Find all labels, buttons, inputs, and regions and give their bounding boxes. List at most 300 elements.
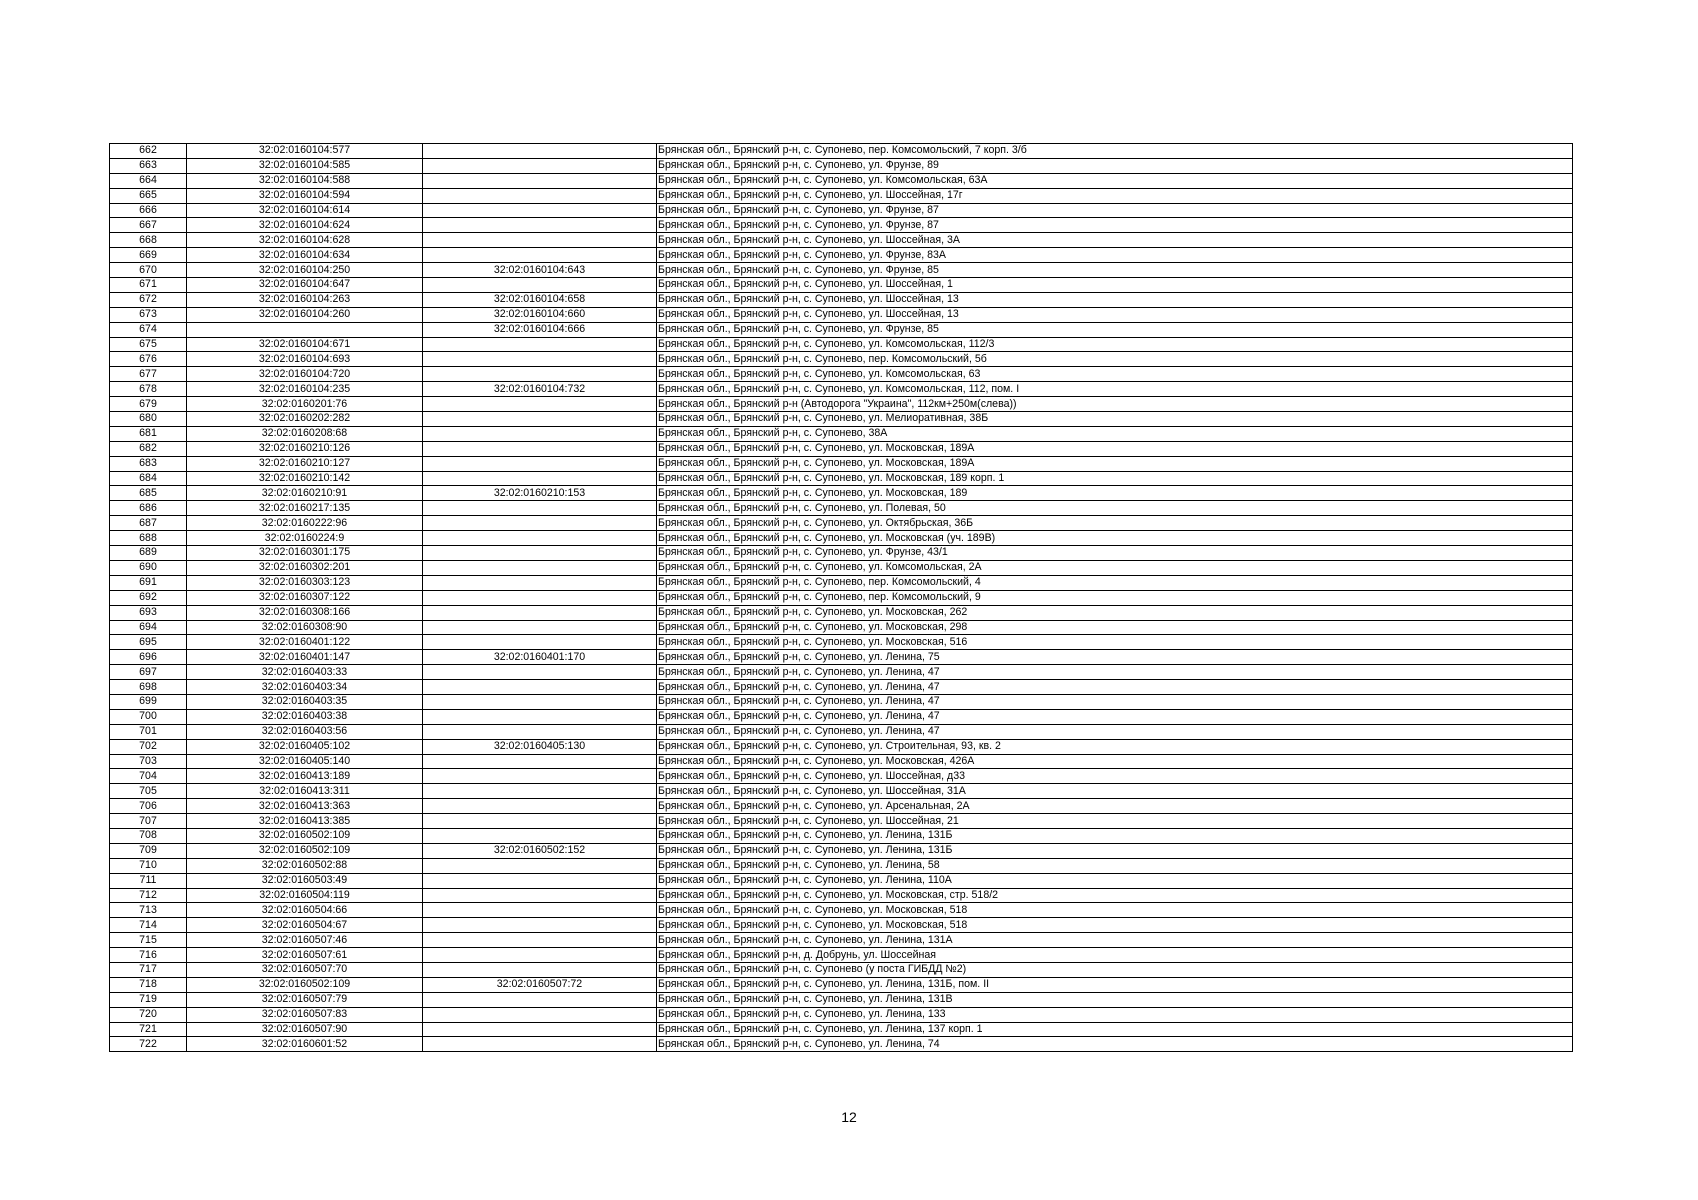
address-cell: Брянская обл., Брянский р-н, с. Супонево, ул. Комсомольская, 63А [657,173,1573,188]
table-row [110,873,1573,888]
row-number-cell: 667 [110,218,187,233]
address-cell: Брянская обл., Брянский р-н, с. Супонево, ул. Фрунзе, 87 [657,203,1573,218]
table-row [110,709,1573,724]
new-cadastral-number-cell [423,158,657,173]
row-number-cell: 721 [110,1022,187,1037]
row-number-cell: 688 [110,531,187,546]
table-row [110,754,1573,769]
new-cadastral-number-cell: 32:02:0160104:658 [423,292,657,307]
address-cell: Брянская обл., Брянский р-н, с. Супонево, ул. Московская, 426А [657,754,1573,769]
cadastral-number-cell: 32:02:0160210:126 [187,441,423,456]
address-cell: Брянская обл., Брянский р-н, д. Добрунь, ул. Шоссейная [657,948,1573,963]
address-cell: Брянская обл., Брянский р-н, с. Супонево, ул. Ленина, 47 [657,709,1573,724]
address-cell: Брянская обл., Брянский р-н, с. Супонево, ул. Ленина, 131Б [657,843,1573,858]
cadastral-number-cell: 32:02:0160502:109 [187,843,423,858]
table-row [110,352,1573,367]
row-number-cell: 669 [110,248,187,263]
new-cadastral-number-cell [423,441,657,456]
new-cadastral-number-cell [423,903,657,918]
new-cadastral-number-cell [423,933,657,948]
new-cadastral-number-cell [423,605,657,620]
address-cell: Брянская обл., Брянский р-н, с. Супонево, ул. Московская, 189 корп. 1 [657,471,1573,486]
address-cell: Брянская обл., Брянский р-н, с. Супонево, ул. Шоссейная, 13 [657,307,1573,322]
table-row [110,486,1573,501]
row-number-cell: 699 [110,694,187,709]
table-row [110,828,1573,843]
row-number-cell: 702 [110,739,187,754]
row-number-cell: 706 [110,799,187,814]
cadastral-number-cell: 32:02:0160403:38 [187,709,423,724]
table-row [110,962,1573,977]
table-row [110,367,1573,382]
table-row [110,188,1573,203]
address-cell: Брянская обл., Брянский р-н, с. Супонево, ул. Ленина, 47 [657,680,1573,695]
table-row [110,858,1573,873]
row-number-cell: 666 [110,203,187,218]
cadastral-number-cell: 32:02:0160104:235 [187,382,423,397]
cadastral-number-cell: 32:02:0160303:123 [187,575,423,590]
table-row [110,680,1573,695]
new-cadastral-number-cell [423,724,657,739]
table-row [110,977,1573,992]
new-cadastral-number-cell [423,397,657,412]
table-row [110,546,1573,561]
row-number-cell: 665 [110,188,187,203]
address-cell: Брянская обл., Брянский р-н, с. Супонево, ул. Московская, стр. 518/2 [657,888,1573,903]
row-number-cell: 664 [110,173,187,188]
cadastral-number-cell: 32:02:0160507:61 [187,948,423,963]
table-row [110,888,1573,903]
table-row [110,307,1573,322]
new-cadastral-number-cell [423,680,657,695]
new-cadastral-number-cell: 32:02:0160502:152 [423,843,657,858]
cadastral-number-cell: 32:02:0160502:109 [187,977,423,992]
row-number-cell: 703 [110,754,187,769]
address-cell: Брянская обл., Брянский р-н, с. Супонево, ул. Московская, 189А [657,456,1573,471]
row-number-cell: 675 [110,337,187,352]
cadastral-number-cell: 32:02:0160217:135 [187,501,423,516]
new-cadastral-number-cell [423,471,657,486]
new-cadastral-number-cell: 32:02:0160104:732 [423,382,657,397]
address-cell: Брянская обл., Брянский р-н, с. Супонево, ул. Комсомольская, 112, пом. I [657,382,1573,397]
table-row [110,814,1573,829]
cadastral-number-cell: 32:02:0160405:102 [187,739,423,754]
cadastral-number-cell: 32:02:0160504:66 [187,903,423,918]
row-number-cell: 676 [110,352,187,367]
table-row [110,218,1573,233]
cadastral-number-cell: 32:02:0160104:588 [187,173,423,188]
address-cell: Брянская обл., Брянский р-н, с. Супонево, пер. Комсомольский, 4 [657,575,1573,590]
cadastral-number-cell: 32:02:0160104:250 [187,263,423,278]
row-number-cell: 673 [110,307,187,322]
row-number-cell: 698 [110,680,187,695]
new-cadastral-number-cell [423,918,657,933]
new-cadastral-number-cell [423,858,657,873]
table-row [110,1037,1573,1052]
new-cadastral-number-cell [423,694,657,709]
cadastral-number-cell [187,322,423,337]
cadastral-number-cell: 32:02:0160403:35 [187,694,423,709]
page-number: 12 [841,1109,857,1125]
new-cadastral-number-cell [423,367,657,382]
row-number-cell: 684 [110,471,187,486]
table-row [110,992,1573,1007]
row-number-cell: 694 [110,620,187,635]
new-cadastral-number-cell [423,1022,657,1037]
new-cadastral-number-cell [423,188,657,203]
row-number-cell: 711 [110,873,187,888]
cadastral-number-cell: 32:02:0160104:628 [187,233,423,248]
cadastral-number-cell: 32:02:0160403:56 [187,724,423,739]
address-cell: Брянская обл., Брянский р-н, с. Супонево, ул. Ленина, 137 корп. 1 [657,1022,1573,1037]
cadastral-number-cell: 32:02:0160507:70 [187,962,423,977]
cadastral-number-cell: 32:02:0160601:52 [187,1037,423,1052]
cadastral-number-cell: 32:02:0160104:614 [187,203,423,218]
cadastral-number-cell: 32:02:0160104:634 [187,248,423,263]
row-number-cell: 716 [110,948,187,963]
cadastral-number-cell: 32:02:0160413:189 [187,769,423,784]
new-cadastral-number-cell [423,799,657,814]
cadastral-number-cell: 32:02:0160208:68 [187,426,423,441]
cadastral-number-cell: 32:02:0160413:385 [187,814,423,829]
table-row [110,799,1573,814]
cadastral-number-cell: 32:02:0160504:119 [187,888,423,903]
row-number-cell: 680 [110,412,187,427]
cadastral-number-cell: 32:02:0160301:175 [187,546,423,561]
table-row [110,248,1573,263]
table-row [110,263,1573,278]
row-number-cell: 681 [110,426,187,441]
cadastral-number-cell: 32:02:0160507:90 [187,1022,423,1037]
address-cell: Брянская обл., Брянский р-н, с. Супонево, ул. Комсомольская, 2А [657,560,1573,575]
cadastral-number-cell: 32:02:0160104:577 [187,144,423,159]
address-cell: Брянская обл., Брянский р-н, с. Супонево, ул. Ленина, 74 [657,1037,1573,1052]
table-row [110,412,1573,427]
cadastral-number-cell: 32:02:0160104:693 [187,352,423,367]
cadastral-number-cell: 32:02:0160308:90 [187,620,423,635]
address-cell: Брянская обл., Брянский р-н, с. Супонево, ул. Ленина, 131Б, пом. II [657,977,1573,992]
row-number-cell: 700 [110,709,187,724]
row-number-cell: 670 [110,263,187,278]
new-cadastral-number-cell: 32:02:0160401:170 [423,650,657,665]
row-number-cell: 705 [110,784,187,799]
address-cell: Брянская обл., Брянский р-н, с. Супонево, ул. Ленина, 47 [657,694,1573,709]
row-number-cell: 663 [110,158,187,173]
cadastral-number-cell: 32:02:0160504:67 [187,918,423,933]
cadastral-number-cell: 32:02:0160201:76 [187,397,423,412]
cadastral-number-cell: 32:02:0160224:9 [187,531,423,546]
address-cell: Брянская обл., Брянский р-н, с. Супонево, пер. Комсомольский, 9 [657,590,1573,605]
table-row [110,397,1573,412]
table-row [110,575,1573,590]
address-cell: Брянская обл., Брянский р-н, с. Супонево, ул. Фрунзе, 85 [657,263,1573,278]
cadastral-number-cell: 32:02:0160507:83 [187,1007,423,1022]
row-number-cell: 697 [110,665,187,680]
row-number-cell: 707 [110,814,187,829]
table-row [110,441,1573,456]
cadastral-number-cell: 32:02:0160307:122 [187,590,423,605]
address-cell: Брянская обл., Брянский р-н, с. Супонево, ул. Ленина, 133 [657,1007,1573,1022]
table-row [110,724,1573,739]
new-cadastral-number-cell [423,888,657,903]
address-cell: Брянская обл., Брянский р-н, с. Супонево, ул. Московская, 298 [657,620,1573,635]
new-cadastral-number-cell [423,426,657,441]
row-number-cell: 677 [110,367,187,382]
new-cadastral-number-cell [423,456,657,471]
table-row [110,694,1573,709]
address-cell: Брянская обл., Брянский р-н, с. Супонево, ул. Ленина, 110А [657,873,1573,888]
table-row [110,337,1573,352]
table-row [110,233,1573,248]
address-cell: Брянская обл., Брянский р-н, с. Супонево, пер. Комсомольский, 7 корп. 3/б [657,144,1573,159]
new-cadastral-number-cell: 32:02:0160210:153 [423,486,657,501]
row-number-cell: 668 [110,233,187,248]
address-cell: Брянская обл., Брянский р-н, с. Супонево, ул. Шоссейная, 17г [657,188,1573,203]
address-cell: Брянская обл., Брянский р-н, с. Супонево, ул. Шоссейная, д33 [657,769,1573,784]
row-number-cell: 691 [110,575,187,590]
table-row [110,739,1573,754]
row-number-cell: 689 [110,546,187,561]
table-row [110,501,1573,516]
cadastral-registry-table [109,143,1573,1052]
table-row [110,903,1573,918]
table-row [110,471,1573,486]
row-number-cell: 687 [110,516,187,531]
cadastral-number-cell: 32:02:0160413:311 [187,784,423,799]
new-cadastral-number-cell [423,769,657,784]
new-cadastral-number-cell [423,635,657,650]
table-row [110,650,1573,665]
address-cell: Брянская обл., Брянский р-н, с. Супонево, ул. Фрунзе, 43/1 [657,546,1573,561]
row-number-cell: 690 [110,560,187,575]
address-cell: Брянская обл., Брянский р-н, с. Супонево, ул. Ленина, 75 [657,650,1573,665]
cadastral-number-cell: 32:02:0160222:96 [187,516,423,531]
address-cell: Брянская обл., Брянский р-н, с. Супонево, ул. Шоссейная, 3А [657,233,1573,248]
row-number-cell: 695 [110,635,187,650]
row-number-cell: 672 [110,292,187,307]
row-number-cell: 678 [110,382,187,397]
table-row [110,531,1573,546]
cadastral-number-cell: 32:02:0160503:49 [187,873,423,888]
row-number-cell: 709 [110,843,187,858]
address-cell: Брянская обл., Брянский р-н, с. Супонево, ул. Московская (уч. 189В) [657,531,1573,546]
cadastral-number-cell: 32:02:0160413:363 [187,799,423,814]
table-row [110,456,1573,471]
address-cell: Брянская обл., Брянский р-н, с. Супонево, ул. Мелиоративная, 38Б [657,412,1573,427]
address-cell: Брянская обл., Брянский р-н, с. Супонево, ул. Строительная, 93, кв. 2 [657,739,1573,754]
row-number-cell: 713 [110,903,187,918]
row-number-cell: 710 [110,858,187,873]
table-row [110,203,1573,218]
cadastral-number-cell: 32:02:0160302:201 [187,560,423,575]
address-cell: Брянская обл., Брянский р-н, с. Супонево, ул. Фрунзе, 85 [657,322,1573,337]
address-cell: Брянская обл., Брянский р-н, с. Супонево, ул. Ленина, 47 [657,724,1573,739]
cadastral-number-cell: 32:02:0160401:122 [187,635,423,650]
new-cadastral-number-cell [423,516,657,531]
cadastral-number-cell: 32:02:0160104:585 [187,158,423,173]
new-cadastral-number-cell [423,814,657,829]
new-cadastral-number-cell [423,501,657,516]
new-cadastral-number-cell [423,784,657,799]
address-cell: Брянская обл., Брянский р-н, с. Супонево, ул. Арсенальная, 2А [657,799,1573,814]
cadastral-number-cell: 32:02:0160507:79 [187,992,423,1007]
table-row [110,620,1573,635]
address-cell: Брянская обл., Брянский р-н, с. Супонево, ул. Ленина, 131В [657,992,1573,1007]
address-cell: Брянская обл., Брянский р-н, с. Супонево, ул. Ленина, 47 [657,665,1573,680]
cadastral-number-cell: 32:02:0160401:147 [187,650,423,665]
cadastral-number-cell: 32:02:0160104:720 [187,367,423,382]
registry-table-body [110,144,1573,1052]
new-cadastral-number-cell [423,948,657,963]
table-row [110,784,1573,799]
new-cadastral-number-cell [423,233,657,248]
address-cell: Брянская обл., Брянский р-н, с. Супонево, 38А [657,426,1573,441]
row-number-cell: 714 [110,918,187,933]
cadastral-number-cell: 32:02:0160104:647 [187,278,423,293]
table-row [110,948,1573,963]
row-number-cell: 682 [110,441,187,456]
table-row [110,322,1573,337]
table-row [110,635,1573,650]
cadastral-number-cell: 32:02:0160210:127 [187,456,423,471]
table-row [110,158,1573,173]
new-cadastral-number-cell [423,709,657,724]
address-cell: Брянская обл., Брянский р-н, с. Супонево, ул. Фрунзе, 89 [657,158,1573,173]
row-number-cell: 692 [110,590,187,605]
address-cell: Брянская обл., Брянский р-н, с. Супонево, ул. Фрунзе, 83А [657,248,1573,263]
address-cell: Брянская обл., Брянский р-н, с. Супонево, ул. Московская, 518 [657,918,1573,933]
table-row [110,918,1573,933]
table-row [110,665,1573,680]
new-cadastral-number-cell [423,352,657,367]
row-number-cell: 686 [110,501,187,516]
row-number-cell: 719 [110,992,187,1007]
cadastral-number-cell: 32:02:0160502:88 [187,858,423,873]
cadastral-number-cell: 32:02:0160308:166 [187,605,423,620]
address-cell: Брянская обл., Брянский р-н, с. Супонево, ул. Московская, 189 [657,486,1573,501]
cadastral-number-cell: 32:02:0160507:46 [187,933,423,948]
new-cadastral-number-cell [423,962,657,977]
address-cell: Брянская обл., Брянский р-н, с. Супонево, ул. Ленина, 58 [657,858,1573,873]
address-cell: Брянская обл., Брянский р-н, с. Супонево, ул. Полевая, 50 [657,501,1573,516]
cadastral-number-cell: 32:02:0160405:140 [187,754,423,769]
new-cadastral-number-cell [423,203,657,218]
address-cell: Брянская обл., Брянский р-н, с. Супонево, ул. Фрунзе, 87 [657,218,1573,233]
cadastral-number-cell: 32:02:0160403:34 [187,680,423,695]
new-cadastral-number-cell [423,1007,657,1022]
table-row [110,560,1573,575]
row-number-cell: 717 [110,962,187,977]
new-cadastral-number-cell [423,144,657,159]
new-cadastral-number-cell [423,828,657,843]
address-cell: Брянская обл., Брянский р-н, с. Супонево, ул. Шоссейная, 31А [657,784,1573,799]
new-cadastral-number-cell [423,560,657,575]
table-row [110,173,1573,188]
address-cell: Брянская обл., Брянский р-н, с. Супонево, ул. Комсомольская, 63 [657,367,1573,382]
new-cadastral-number-cell [423,531,657,546]
table-row [110,144,1573,159]
address-cell: Брянская обл., Брянский р-н, с. Супонево, ул. Шоссейная, 13 [657,292,1573,307]
row-number-cell: 720 [110,1007,187,1022]
cadastral-number-cell: 32:02:0160104:263 [187,292,423,307]
cadastral-number-cell: 32:02:0160403:33 [187,665,423,680]
table-row [110,516,1573,531]
table-row [110,278,1573,293]
table-row [110,843,1573,858]
table-row [110,1007,1573,1022]
cadastral-number-cell: 32:02:0160210:91 [187,486,423,501]
new-cadastral-number-cell [423,575,657,590]
cadastral-number-cell: 32:02:0160104:594 [187,188,423,203]
new-cadastral-number-cell: 32:02:0160405:130 [423,739,657,754]
new-cadastral-number-cell [423,412,657,427]
new-cadastral-number-cell [423,992,657,1007]
row-number-cell: 662 [110,144,187,159]
table-row [110,590,1573,605]
cadastral-number-cell: 32:02:0160104:624 [187,218,423,233]
row-number-cell: 704 [110,769,187,784]
address-cell: Брянская обл., Брянский р-н, с. Супонево, ул. Ленина, 131А [657,933,1573,948]
address-cell: Брянская обл., Брянский р-н, с. Супонево, ул. Шоссейная, 21 [657,814,1573,829]
table-row [110,426,1573,441]
new-cadastral-number-cell [423,546,657,561]
cadastral-number-cell: 32:02:0160202:282 [187,412,423,427]
row-number-cell: 685 [110,486,187,501]
row-number-cell: 718 [110,977,187,992]
new-cadastral-number-cell [423,590,657,605]
address-cell: Брянская обл., Брянский р-н, с. Супонево, ул. Московская, 189А [657,441,1573,456]
table-row [110,382,1573,397]
cadastral-number-cell: 32:02:0160502:109 [187,828,423,843]
new-cadastral-number-cell [423,337,657,352]
new-cadastral-number-cell [423,754,657,769]
row-number-cell: 696 [110,650,187,665]
row-number-cell: 701 [110,724,187,739]
table-row [110,933,1573,948]
address-cell: Брянская обл., Брянский р-н, с. Супонево, ул. Московская, 516 [657,635,1573,650]
cadastral-number-cell: 32:02:0160210:142 [187,471,423,486]
address-cell: Брянская обл., Брянский р-н, с. Супонево, пер. Комсомольский, 5б [657,352,1573,367]
address-cell: Брянская обл., Брянский р-н, с. Супонево, ул. Московская, 262 [657,605,1573,620]
row-number-cell: 683 [110,456,187,471]
new-cadastral-number-cell [423,248,657,263]
row-number-cell: 693 [110,605,187,620]
address-cell: Брянская обл., Брянский р-н, с. Супонево, ул. Шоссейная, 1 [657,278,1573,293]
table-row [110,605,1573,620]
address-cell: Брянская обл., Брянский р-н, с. Супонево, ул. Октябрьская, 36Б [657,516,1573,531]
new-cadastral-number-cell [423,278,657,293]
table-row [110,769,1573,784]
new-cadastral-number-cell [423,1037,657,1052]
new-cadastral-number-cell: 32:02:0160104:660 [423,307,657,322]
new-cadastral-number-cell [423,620,657,635]
address-cell: Брянская обл., Брянский р-н, с. Супонево (у поста ГИБДД №2) [657,962,1573,977]
table-row [110,292,1573,307]
new-cadastral-number-cell: 32:02:0160104:666 [423,322,657,337]
row-number-cell: 679 [110,397,187,412]
table-row [110,1022,1573,1037]
new-cadastral-number-cell: 32:02:0160104:643 [423,263,657,278]
address-cell: Брянская обл., Брянский р-н, с. Супонево, ул. Ленина, 131Б [657,828,1573,843]
address-cell: Брянская обл., Брянский р-н, с. Супонево, ул. Московская, 518 [657,903,1573,918]
row-number-cell: 712 [110,888,187,903]
new-cadastral-number-cell [423,173,657,188]
address-cell: Брянская обл., Брянский р-н (Автодорога "Украина", 112км+250м(слева)) [657,397,1573,412]
row-number-cell: 708 [110,828,187,843]
cadastral-number-cell: 32:02:0160104:671 [187,337,423,352]
cadastral-number-cell: 32:02:0160104:260 [187,307,423,322]
row-number-cell: 715 [110,933,187,948]
